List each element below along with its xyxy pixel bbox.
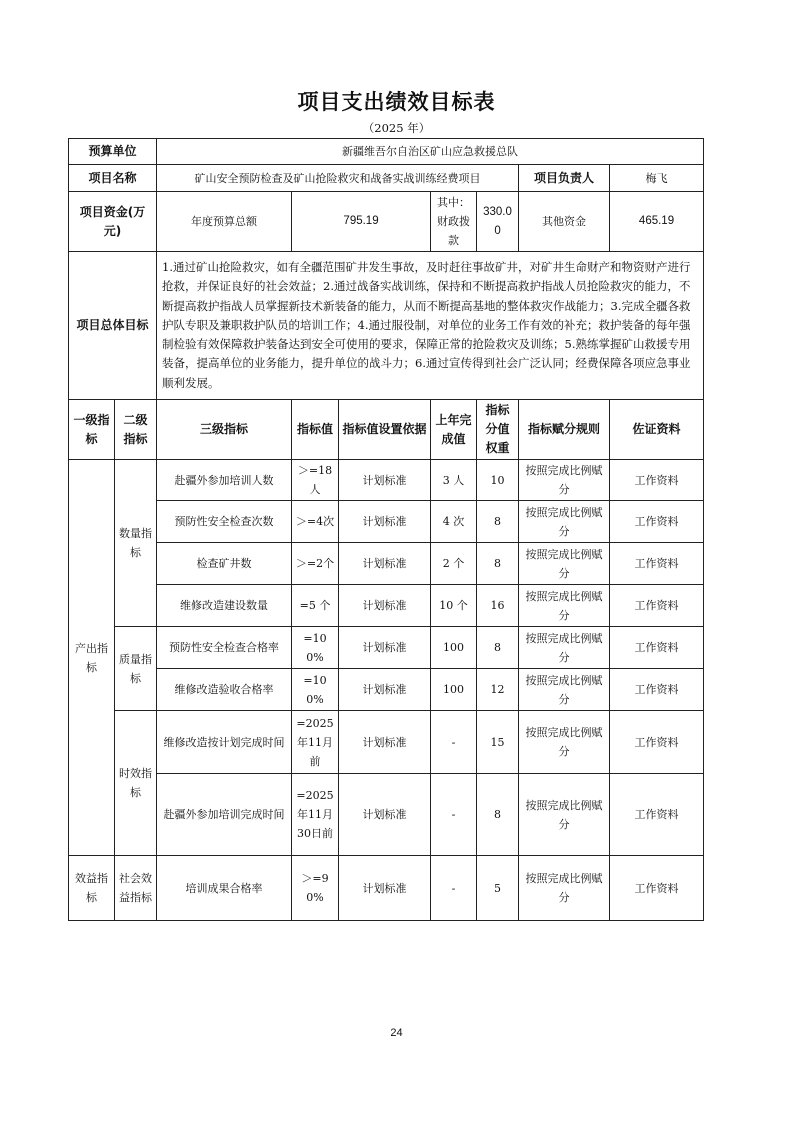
- project-name-label: 项目名称: [69, 165, 157, 192]
- indicator-basis: 计划标准: [339, 460, 431, 501]
- indicator-rule: 按照完成比例赋分: [519, 669, 610, 711]
- fiscal-allocation-label: 其中：财政拨款: [431, 192, 477, 252]
- header-level1: 一级指标: [69, 400, 115, 460]
- group-timeliness: 时效指标: [115, 711, 157, 856]
- indicator-last-year: -: [431, 711, 477, 774]
- indicator-evidence: 工作资料: [610, 543, 704, 585]
- indicator-weight: 8: [477, 501, 519, 543]
- indicator-evidence: 工作资料: [610, 856, 704, 921]
- indicator-basis: 计划标准: [339, 669, 431, 711]
- project-leader-label: 项目负责人: [519, 165, 610, 192]
- indicator-last-year: 100: [431, 669, 477, 711]
- group-social: 社会效益指标: [115, 856, 157, 921]
- indicator-value: ＞=90%: [292, 856, 339, 921]
- indicator-weight: 16: [477, 585, 519, 627]
- indicator-weight: 8: [477, 627, 519, 669]
- other-funds-value: 465.19: [610, 192, 704, 252]
- project-leader-value: 梅飞: [610, 165, 704, 192]
- indicator-last-year: 2 个: [431, 543, 477, 585]
- header-weight: 指标分值权重: [477, 400, 519, 460]
- indicator-weight: 10: [477, 460, 519, 501]
- annual-budget-label: 年度预算总额: [157, 192, 292, 252]
- indicator-name: 维修改造建设数量: [157, 585, 292, 627]
- indicator-rule: 按照完成比例赋分: [519, 501, 610, 543]
- indicator-weight: 8: [477, 543, 519, 585]
- indicator-evidence: 工作资料: [610, 627, 704, 669]
- other-funds-label: 其他资金: [519, 192, 610, 252]
- group-quantity: 数量指标: [115, 460, 157, 627]
- budget-unit-label: 预算单位: [69, 139, 157, 165]
- indicator-rule: 按照完成比例赋分: [519, 774, 610, 856]
- indicator-weight: 8: [477, 774, 519, 856]
- indicator-name: 维修改造验收合格率: [157, 669, 292, 711]
- project-name-value: 矿山安全预防检查及矿山抢险救灾和战备实战训练经费项目: [157, 165, 519, 192]
- indicator-evidence: 工作资料: [610, 585, 704, 627]
- indicator-weight: 15: [477, 711, 519, 774]
- indicator-rule: 按照完成比例赋分: [519, 856, 610, 921]
- header-rule: 指标赋分规则: [519, 400, 610, 460]
- header-level2: 二级指标: [115, 400, 157, 460]
- indicator-weight: 5: [477, 856, 519, 921]
- group-output: 产出指标: [69, 460, 115, 856]
- indicator-last-year: 100: [431, 627, 477, 669]
- overall-goal-label: 项目总体目标: [69, 252, 157, 400]
- indicator-name: 赴疆外参加培训完成时间: [157, 774, 292, 856]
- indicator-value: ＞=18人: [292, 460, 339, 501]
- page-number: 24: [390, 1027, 403, 1039]
- budget-unit-value: 新疆维吾尔自治区矿山应急救援总队: [157, 139, 704, 165]
- overall-goal-text: 1.通过矿山抢险救灾，如有全疆范围矿井发生事故，及时赶往事故矿井，对矿井生命财产和物资财产进行抢救，并保证良好的社会效益；2.通过战备实战训练，保持和不断提高救护指战人员抢险救灾的能力，不断提高救护指战人员掌握新技术新装备的能力，从而不断提高基地的整体救灾作战能力；3.完成全疆各救护队专职及兼职救护队员的培训工作；4.通过服役制，对单位的业务工作有效的补充；救护装备的每年强制检验有效保障救护装备达到安全可使用的要求，保障正常的抢险救灾及训练；5.熟练掌握矿山救援专用装备，提高单位的业务能力，提升单位的战斗力；6.通过宣传得到社会广泛认同；经费保障各项应急事业顺利发展。: [157, 252, 704, 400]
- project-funds-label: 项目资金(万元): [69, 192, 157, 252]
- indicator-last-year: -: [431, 856, 477, 921]
- indicator-value: =2025年11月前: [292, 711, 339, 774]
- indicator-basis: 计划标准: [339, 501, 431, 543]
- indicator-rule: 按照完成比例赋分: [519, 627, 610, 669]
- group-quality: 质量指标: [115, 627, 157, 711]
- annual-budget-value: 795.19: [292, 192, 431, 252]
- header-last-year: 上年完成值: [431, 400, 477, 460]
- indicator-rule: 按照完成比例赋分: [519, 711, 610, 774]
- indicator-basis: 计划标准: [339, 774, 431, 856]
- indicator-basis: 计划标准: [339, 585, 431, 627]
- indicator-weight: 12: [477, 669, 519, 711]
- indicator-basis: 计划标准: [339, 543, 431, 585]
- indicator-name: 预防性安全检查次数: [157, 501, 292, 543]
- indicator-value: =100%: [292, 669, 339, 711]
- header-level3: 三级指标: [157, 400, 292, 460]
- header-value: 指标值: [292, 400, 339, 460]
- indicator-name: 赴疆外参加培训人数: [157, 460, 292, 501]
- indicator-last-year: 10 个: [431, 585, 477, 627]
- indicator-basis: 计划标准: [339, 856, 431, 921]
- indicator-basis: 计划标准: [339, 627, 431, 669]
- indicator-name: 培训成果合格率: [157, 856, 292, 921]
- indicator-value: =5 个: [292, 585, 339, 627]
- indicator-name: 检查矿井数: [157, 543, 292, 585]
- indicator-name: 预防性安全检查合格率: [157, 627, 292, 669]
- indicator-rule: 按照完成比例赋分: [519, 460, 610, 501]
- header-evidence: 佐证资料: [610, 400, 704, 460]
- indicator-rule: 按照完成比例赋分: [519, 543, 610, 585]
- indicator-evidence: 工作资料: [610, 711, 704, 774]
- indicator-name: 维修改造按计划完成时间: [157, 711, 292, 774]
- indicator-evidence: 工作资料: [610, 774, 704, 856]
- document-title: 项目支出绩效目标表: [297, 90, 496, 114]
- indicator-evidence: 工作资料: [610, 669, 704, 711]
- indicator-basis: 计划标准: [339, 711, 431, 774]
- group-benefit: 效益指标: [69, 856, 115, 921]
- document-year: （2025 年）: [362, 121, 431, 135]
- indicator-evidence: 工作资料: [610, 460, 704, 501]
- indicator-last-year: -: [431, 774, 477, 856]
- indicator-value: ＞=4次: [292, 501, 339, 543]
- indicator-value: =100%: [292, 627, 339, 669]
- indicator-value: ＞=2个: [292, 543, 339, 585]
- performance-target-table: [68, 138, 704, 921]
- indicator-value: =2025年11月30日前: [292, 774, 339, 856]
- indicator-evidence: 工作资料: [610, 501, 704, 543]
- indicator-last-year: 4 次: [431, 501, 477, 543]
- indicator-last-year: 3 人: [431, 460, 477, 501]
- indicator-rule: 按照完成比例赋分: [519, 585, 610, 627]
- header-basis: 指标值设置依据: [339, 400, 431, 460]
- fiscal-allocation-value: 330.00: [477, 192, 519, 252]
